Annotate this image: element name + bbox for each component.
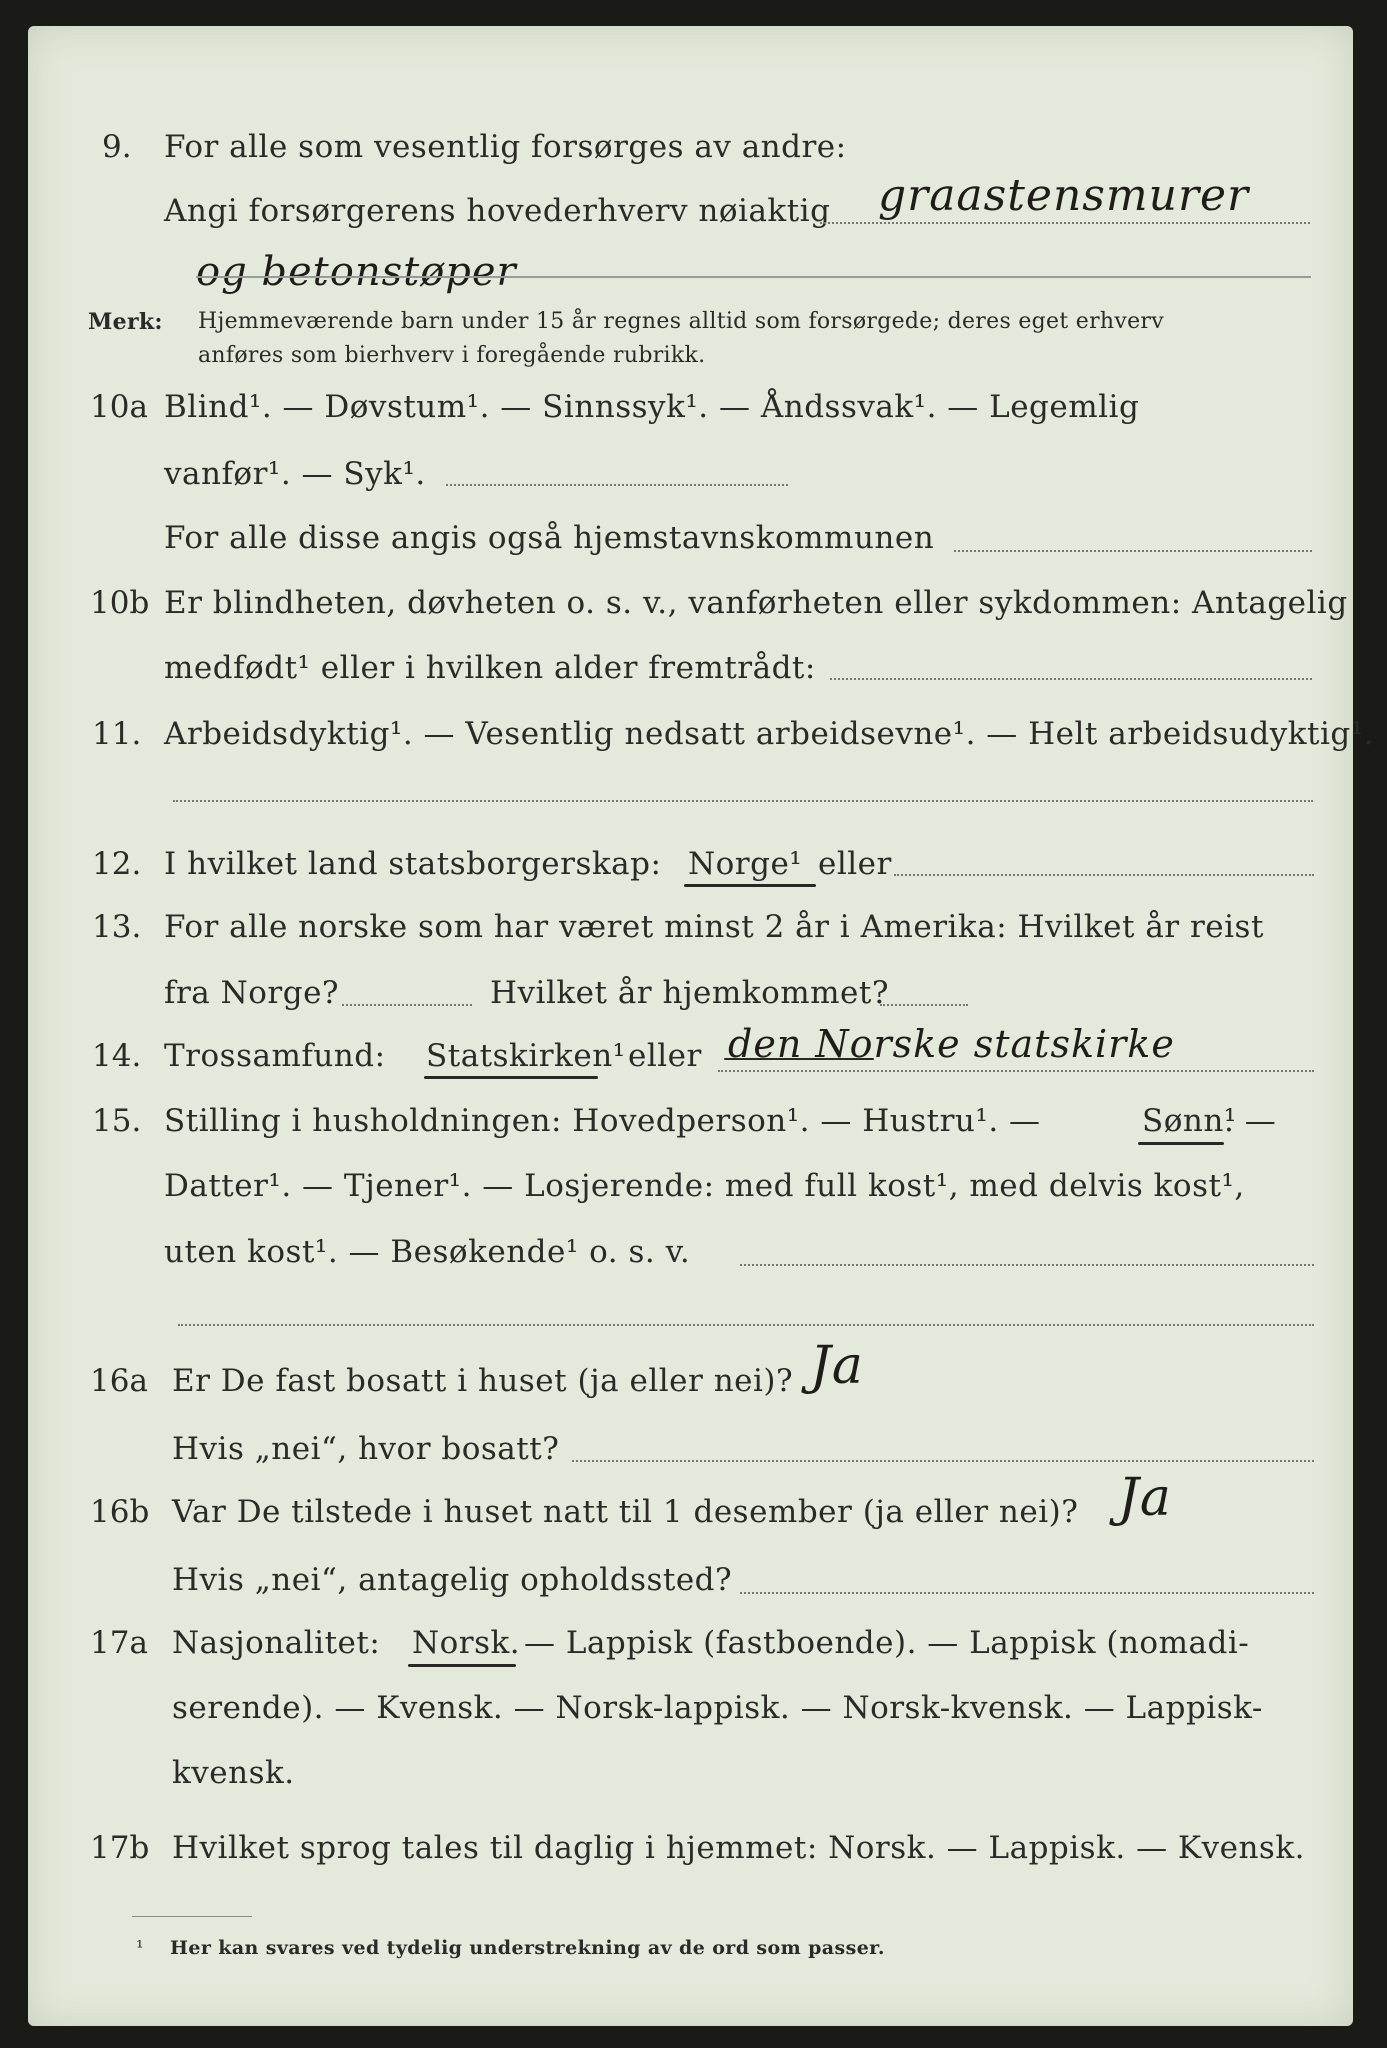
q14-statskirken-option: Statskirken¹ <box>426 1038 626 1074</box>
q15-line3: uten kost¹. — Besøkende¹ o. s. v. <box>164 1234 691 1270</box>
q12-text: I hvilket land statsborgerskap: <box>164 846 662 882</box>
q16a-line1: Er De fast bosatt i huset (ja eller nei)? <box>172 1363 794 1399</box>
q15-number: 15. <box>92 1103 142 1139</box>
q10b-fill-line <box>830 678 1312 680</box>
q17b-number: 17b <box>90 1830 150 1866</box>
q12-norge-option: Norge¹ <box>688 846 803 882</box>
footnote-rule <box>132 1916 252 1917</box>
q14-strike <box>724 1058 874 1060</box>
census-form-page <box>28 26 1375 2026</box>
q16b-fill-line <box>740 1592 1314 1594</box>
q10a-number: 10a <box>90 389 148 425</box>
q13-fill-line-1 <box>342 1004 472 1006</box>
q9-number: 9. <box>102 129 132 165</box>
q15-sonn-underline <box>1138 1142 1224 1145</box>
q13-line1: For alle norske som har været minst 2 år i Amerika: Hvilket år reist <box>164 909 1264 945</box>
q10b-number: 10b <box>90 585 150 621</box>
q14-eller: eller <box>628 1038 702 1074</box>
q10a-fill-line-2 <box>954 550 1312 552</box>
footnote-text: Her kan svares ved tydelig understrekning av de ord som passer. <box>170 1937 885 1959</box>
q13-fill-line-2 <box>880 1004 968 1006</box>
q12-eller: eller <box>818 846 892 882</box>
q12-number: 12. <box>92 846 142 882</box>
q17a-number: 17a <box>90 1625 148 1661</box>
q10b-line1: Er blindheten, døvheten o. s. v., vanførheten eller sykdommen: Antagelig <box>164 585 1348 621</box>
q14-statskirken-underline <box>424 1076 598 1079</box>
q11-number: 11. <box>92 716 142 752</box>
q15-line1: Stilling i husholdningen: Hovedperson¹. — Hustru¹. — <box>164 1103 1041 1139</box>
q16b-handwriting: Ja <box>1118 1468 1172 1528</box>
q14-label: Trossamfund: <box>164 1038 386 1074</box>
q16b-line2: Hvis „nei“, antagelig opholdssted? <box>172 1562 733 1598</box>
q10a-fill-line <box>446 484 788 486</box>
q17a-norsk-underline <box>408 1664 516 1667</box>
q17a-line3: kvensk. <box>172 1755 295 1791</box>
q16b-line1: Var De tilstede i huset natt til 1 desember (ja eller nei)? <box>172 1494 1079 1530</box>
q13-line2b: Hvilket år hjemkommet? <box>490 975 889 1011</box>
q16b-number: 16b <box>90 1494 150 1530</box>
q14-handwriting: den Norske statskirke <box>728 1022 1175 1066</box>
q16a-number: 16a <box>90 1363 148 1399</box>
q15-sonn-option: Sønn¹ <box>1142 1103 1237 1139</box>
q10a-line1: Blind¹. — Døvstum¹. — Sinnssyk¹. — Åndssvak¹. — Legemlig <box>164 389 1140 425</box>
q9-line2: Angi forsørgerens hovederhverv nøiaktig <box>164 193 831 229</box>
merk-line1: Hjemmeværende barn under 15 år regnes alltid som forsørgede; deres eget erhverv <box>198 309 1164 334</box>
q10a-line3: For alle disse angis også hjemstavnskommunen <box>164 520 935 556</box>
q9-handwriting-2: og betonstøper <box>196 249 517 295</box>
q17a-line2: serende). — Kvensk. — Norsk-lappisk. — Norsk-kvensk. — Lappisk- <box>172 1690 1263 1726</box>
q10b-line2: medfødt¹ eller i hvilken alder fremtrådt: <box>164 650 816 686</box>
q9-handwriting-1: graastensmurer <box>878 170 1250 221</box>
q12-fill-line <box>894 874 1314 876</box>
q17b-line1: Hvilket sprog tales til daglig i hjemmet: Norsk. — Lappisk. — Kvensk. <box>172 1830 1305 1866</box>
q11-fill-line <box>173 800 1313 802</box>
q16a-fill-line <box>572 1460 1314 1462</box>
q9-line1: For alle som vesentlig forsørges av andre: <box>164 129 847 165</box>
q17a-line1-rest: — Lappisk (fastboende). — Lappisk (nomadi- <box>524 1625 1250 1661</box>
q15-line2: Datter¹. — Tjener¹. — Losjerende: med full kost¹, med delvis kost¹, <box>164 1168 1245 1204</box>
q9-fill-line <box>820 222 1310 224</box>
q16a-line2: Hvis „nei“, hvor bosatt? <box>172 1431 560 1467</box>
q13-number: 13. <box>92 909 142 945</box>
q16a-handwriting: Ja <box>810 1336 864 1396</box>
q15-fill-line-2 <box>178 1324 1314 1326</box>
q13-line2a: fra Norge? <box>164 975 340 1011</box>
q11-line1: Arbeidsdyktig¹. — Vesentlig nedsatt arbeidsevne¹. — Helt arbeidsudyktig¹. <box>164 716 1375 752</box>
merk-line2: anføres som bierhverv i foregående rubrikk. <box>198 343 706 368</box>
q15-fill-line <box>740 1264 1314 1266</box>
q15-line1-end: . — <box>1224 1103 1277 1139</box>
footnote-mark: ¹ <box>136 1937 145 1959</box>
merk-label: Merk: <box>88 309 163 335</box>
q14-fill-line <box>718 1070 1314 1072</box>
q10a-line2: vanfør¹. — Syk¹. <box>164 456 426 492</box>
q17a-label: Nasjonalitet: <box>172 1625 381 1661</box>
q14-number: 14. <box>92 1038 142 1074</box>
q17a-norsk-option: Norsk. <box>412 1625 521 1661</box>
q9-fill-line-2 <box>196 276 1311 278</box>
q12-norge-underline <box>684 884 816 887</box>
